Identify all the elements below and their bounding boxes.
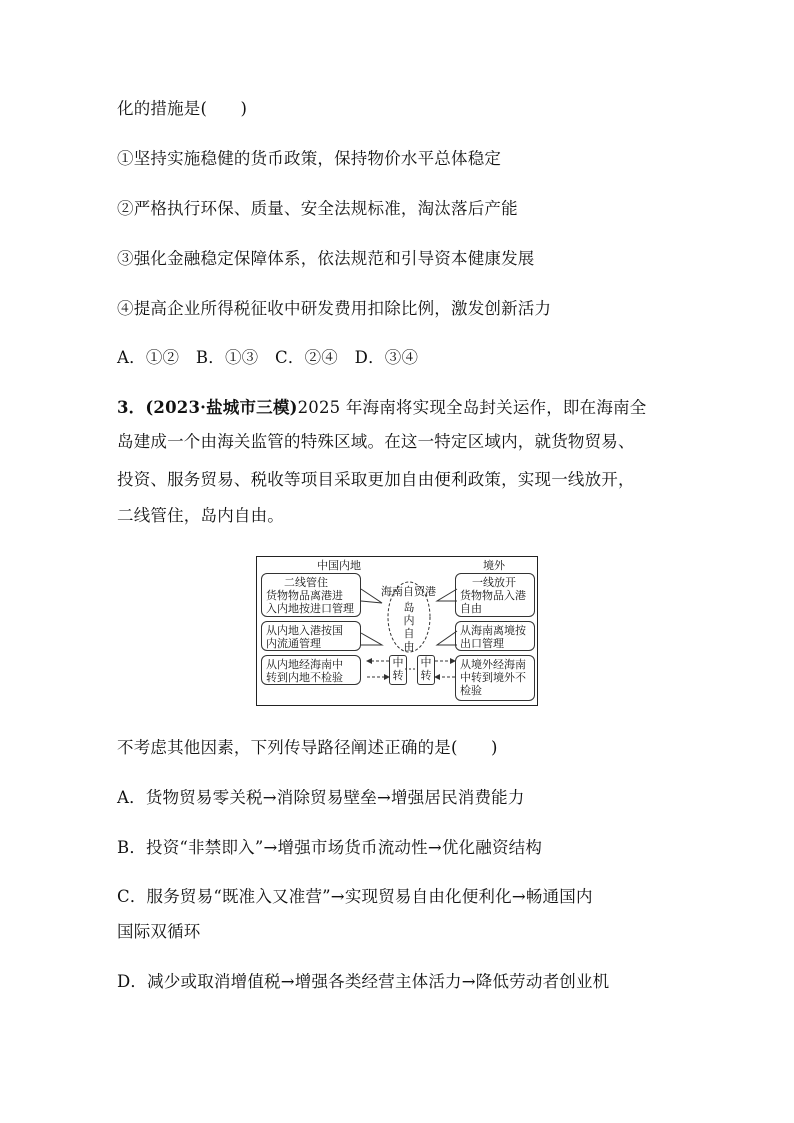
right-box-export: 从海南离境按 出口管理 xyxy=(455,621,535,651)
q2-option-2: ②严格执行环保、质量、安全法规标准，淘汰落后产能 xyxy=(117,199,518,218)
q2-choices: A．①② B．①③ C．②④ D．③④ xyxy=(117,348,419,367)
q3-stem-line2: 岛建成一个由海关监管的特殊区域。在这一特定区域内，就货物贸易、 xyxy=(117,432,635,451)
question-stem-tail: 化的措施是( ) xyxy=(117,99,248,118)
q3-stem-rest: 2025 年海南将实现全岛封关运作，即在海南全 xyxy=(297,398,647,417)
right-box-first-line: 一线放开 货物物品入港 自由 xyxy=(455,573,535,617)
transit-right: 中 转 xyxy=(417,655,435,685)
right-box-transit: 从境外经海南 中转到境外不 检验 xyxy=(455,655,535,701)
q3-option-c-line2: 国际双循环 xyxy=(117,922,201,941)
diagram-header-left: 中国内地 xyxy=(317,559,361,572)
island-char: 内 xyxy=(403,614,415,627)
left-box-second-line: 二线管住 货物物品离港进 入内地按进口管理 xyxy=(261,573,361,617)
left-box-transit: 从内地经海南中 转到内地不检验 xyxy=(261,655,361,685)
q2-option-3: ③强化金融稳定保障体系，依法规范和引导资本健康发展 xyxy=(117,249,535,268)
hainan-ftp-diagram xyxy=(256,556,538,706)
q3-source: (2023·盐城市三模) xyxy=(145,398,298,417)
diagram-header-right: 境外 xyxy=(483,559,505,572)
diagram-center-title: 海南自贸港 xyxy=(381,585,436,598)
island-char: 岛 xyxy=(403,601,415,614)
island-label xyxy=(402,601,416,653)
q2-option-4: ④提高企业所得税征收中研发费用扣除比例，激发创新活力 xyxy=(117,299,552,318)
q2-option-1: ①坚持实施稳健的货币政策，保持物价水平总体稳定 xyxy=(117,149,502,168)
q3-option-d: D．减少或取消增值税→增强各类经营主体活力→降低劳动者创业机 xyxy=(117,972,610,991)
q3-option-b: B．投资“非禁即入”→增强市场货币流动性→优化融资结构 xyxy=(117,838,543,857)
transit-left: 中 转 xyxy=(389,655,407,685)
q3-option-a: A．货物贸易零关税→消除贸易壁垒→增强居民消费能力 xyxy=(117,788,525,807)
left-box-domestic-flow: 从内地入港按国 内流通管理 xyxy=(261,621,361,651)
q3-question: 不考虑其他因素，下列传导路径阐述正确的是( ) xyxy=(117,738,498,757)
q3-number: 3． xyxy=(117,398,146,417)
q3-option-c-line1: C．服务贸易“既准入又准营”→实现贸易自由化便利化→畅通国内 xyxy=(117,887,593,906)
q3-stem-line3: 投资、服务贸易、税收等项目采取更加自由便利政策，实现一线放开， xyxy=(117,470,635,489)
island-char: 自 xyxy=(403,627,415,640)
q3-stem-line1 xyxy=(117,397,646,419)
island-char: 由 xyxy=(403,640,415,653)
q3-stem-line4: 二线管住，岛内自由。 xyxy=(117,506,284,525)
